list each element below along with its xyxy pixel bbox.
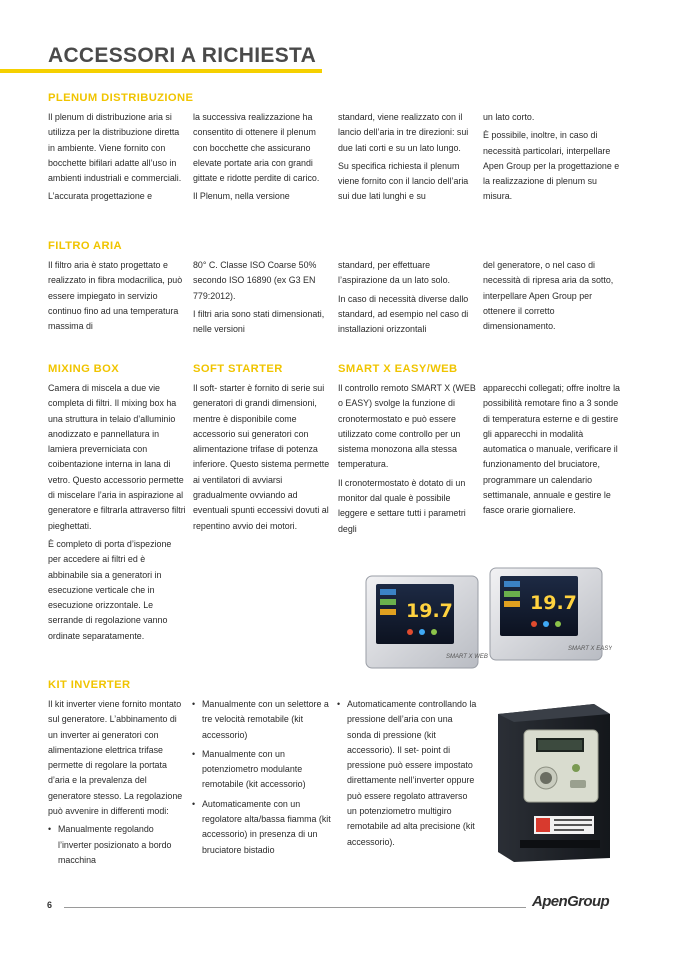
paragraph: standard, per effettuare l’aspirazione da un lato solo. bbox=[338, 260, 450, 286]
paragraph: Il filtro aria è stato progettato e realizzato in fibra modacrilica, può essere impiegato in servizio continuo fino ad una temperatura massima di bbox=[48, 260, 183, 332]
page-number: 6 bbox=[47, 900, 53, 910]
soft-starter-col bbox=[193, 381, 331, 537]
paragraph: Il soft- starter è fornito di serie sui generatori di grandi dimensioni, mentre è disponibile come accessorio sui generatori con alimentazione trifase di potenza inferiore. Questo sistema permette ai ventilatori di avviarsi gradualmente ovviando ad eventuali spunti eccessivi dovuti al repentino avvio dei motori. bbox=[193, 383, 330, 531]
plenum-col-2 bbox=[193, 110, 331, 208]
thermo-reading: 19.7 bbox=[530, 592, 577, 614]
filtro-col-1 bbox=[48, 258, 186, 337]
footer-divider bbox=[64, 907, 526, 908]
list-item: • Manualmente con un potenziometro modulante remotabile (kit accessorio) bbox=[192, 747, 332, 793]
kit-bullets-3 bbox=[337, 697, 477, 850]
paragraph: Il plenum di distribuzione aria si utilizza per la distribuzione diretta in ambiente. Viene fornito con bocchette bifilari adatte all’uso in ambienti industriali e commerciali. bbox=[48, 112, 182, 184]
list-item: • Manualmente regolando l’inverter posizionato a bordo macchina bbox=[48, 822, 188, 868]
heading-filtro: FILTRO ARIA bbox=[48, 240, 122, 252]
list-item: • Manualmente con un selettore a tre velocità remotabile (kit accessorio) bbox=[192, 697, 332, 743]
heading-soft-starter: SOFT STARTER bbox=[193, 363, 283, 375]
smart-x-web-device bbox=[366, 576, 488, 668]
paragraph: la successiva realizzazione ha consentito di ottenere il plenum con bocchette che assicurano elevate portate aria con grandi gittate e ridotte perdite di carico. bbox=[193, 112, 320, 184]
thermo-reading: 19.7 bbox=[406, 600, 453, 622]
inverter-image bbox=[490, 700, 618, 865]
paragraph: È possibile, inoltre, in caso di necessità particolari, interpellare Apen Group per la progettazione e la realizzazione di plenum su misura. bbox=[483, 130, 620, 202]
paragraph: del generatore, o nel caso di necessità di ripresa aria da sotto, interpellare Apen Group per ottenere il corretto dimensionamento. bbox=[483, 260, 614, 332]
device-label: SMART X WEB bbox=[446, 654, 488, 660]
paragraph: Camera di miscela a due vie completa di filtri. Il mixing box ha una struttura in telaio d’alluminio anodizzato e pannellatura in lamiera preverniciata con coibentazione interna in lana di vetro. Questo accessorio permette di miscelare l’aria in aspirazione al generatore e filtrarla attraverso filtri pieghettati. bbox=[48, 383, 186, 531]
kit-col-1 bbox=[48, 697, 188, 872]
paragraph: Il controllo remoto SMART X (WEB o EASY) svolge la funzione di cronotermostato e può essere utilizzato come controllo per un sistema monozona alla stessa temperatura. bbox=[338, 383, 476, 470]
smart-x-devices-image bbox=[362, 562, 612, 680]
plenum-col-3 bbox=[338, 110, 476, 208]
list-item: • Automaticamente controllando la pressione dell’aria con una sonda di pressione (kit accessorio). Il set- point di pressione può essere impostato direttamente nell’inverter oppure può essere regolato attraverso un potenziometro multigiro remotabile ad alta precisione (kit accessorio). bbox=[337, 697, 477, 850]
paragraph: L’accurata progettazione e bbox=[48, 191, 153, 202]
kit-col-2 bbox=[192, 697, 332, 862]
heading-kit-inverter: KIT INVERTER bbox=[48, 679, 131, 691]
smart-x-easy-device bbox=[490, 568, 612, 660]
filtro-col-4 bbox=[483, 258, 621, 337]
smart-col-4 bbox=[483, 381, 621, 522]
paragraph: un lato corto. bbox=[483, 112, 535, 122]
paragraph: I filtri aria sono stati dimensionati, nelle versioni bbox=[193, 308, 325, 335]
paragraph: Il Plenum, nella versione bbox=[193, 191, 290, 202]
heading-mixing: MIXING BOX bbox=[48, 363, 120, 375]
heading-smart-x: SMART X EASY/WEB bbox=[338, 363, 458, 375]
device-label: SMART X EASY bbox=[568, 646, 612, 652]
paragraph: Su specifica richiesta il plenum viene fornito con il lancio dell’aria sui due lati lunghi e su bbox=[338, 160, 469, 202]
mixing-col bbox=[48, 381, 186, 647]
brand-logo: ApenGroup bbox=[532, 893, 610, 910]
list-item: • Automaticamente con un regolatore alta/bassa fiamma (kit accessorio) in presenza di un bruciatore bistadio bbox=[192, 797, 332, 858]
smart-col-3 bbox=[338, 381, 476, 540]
kit-bullets-2 bbox=[192, 697, 332, 858]
heading-plenum: PLENUM DISTRIBUZIONE bbox=[48, 92, 194, 104]
paragraph: apparecchi collegati; offre inoltre la possibilità remotare fino a 3 sonde di temperatura esterne e di gestire gli apparecchi in modalità automatica o manuale, verificare il funzionamento del bruciatore, programmare un calendario settimanale, annuale e gestire le fasce orarie giornaliere. bbox=[483, 383, 620, 516]
paragraph: Il cronotermostato è dotato di un monitor dal quale è possibile leggere e settare tutti i parametri degli bbox=[338, 477, 466, 534]
paragraph: 80° C. Classe ISO Coarse 50% secondo ISO 16890 (ex G3 EN 779:2012). bbox=[193, 260, 317, 301]
filtro-col-2 bbox=[193, 258, 331, 340]
kit-col-3 bbox=[337, 697, 477, 854]
kit-bullets-1 bbox=[48, 822, 188, 868]
page-title: ACCESSORI A RICHIESTA bbox=[48, 44, 317, 67]
paragraph: È completo di porta d’ispezione per accedere ai filtri ed è abbinabile sia a generatori in esecuzione verticale che in esecuzione orizzontale. Le serrande di regolazione vanno ordinate separatamente. bbox=[48, 538, 172, 641]
filtro-col-3 bbox=[338, 258, 476, 340]
paragraph: In caso di necessità diverse dallo standard, ad esempio nel caso di installazioni orizzontali bbox=[338, 293, 469, 335]
paragraph: standard, viene realizzato con il lancio dell’aria in tre direzioni: sui due lati corti e su un lato lungo. bbox=[338, 112, 469, 153]
plenum-col-1 bbox=[48, 110, 186, 208]
plenum-col-4 bbox=[483, 110, 621, 208]
paragraph: Il kit inverter viene fornito montato sul generatore. L’abbinamento di un inverter ai generatori con alimentazione elettrica trifase permette di regolare la portata d’aria e la prevalenza del generatore stesso. La regolazione può avvenire in differenti modi: bbox=[48, 699, 183, 817]
title-underline bbox=[0, 69, 322, 73]
